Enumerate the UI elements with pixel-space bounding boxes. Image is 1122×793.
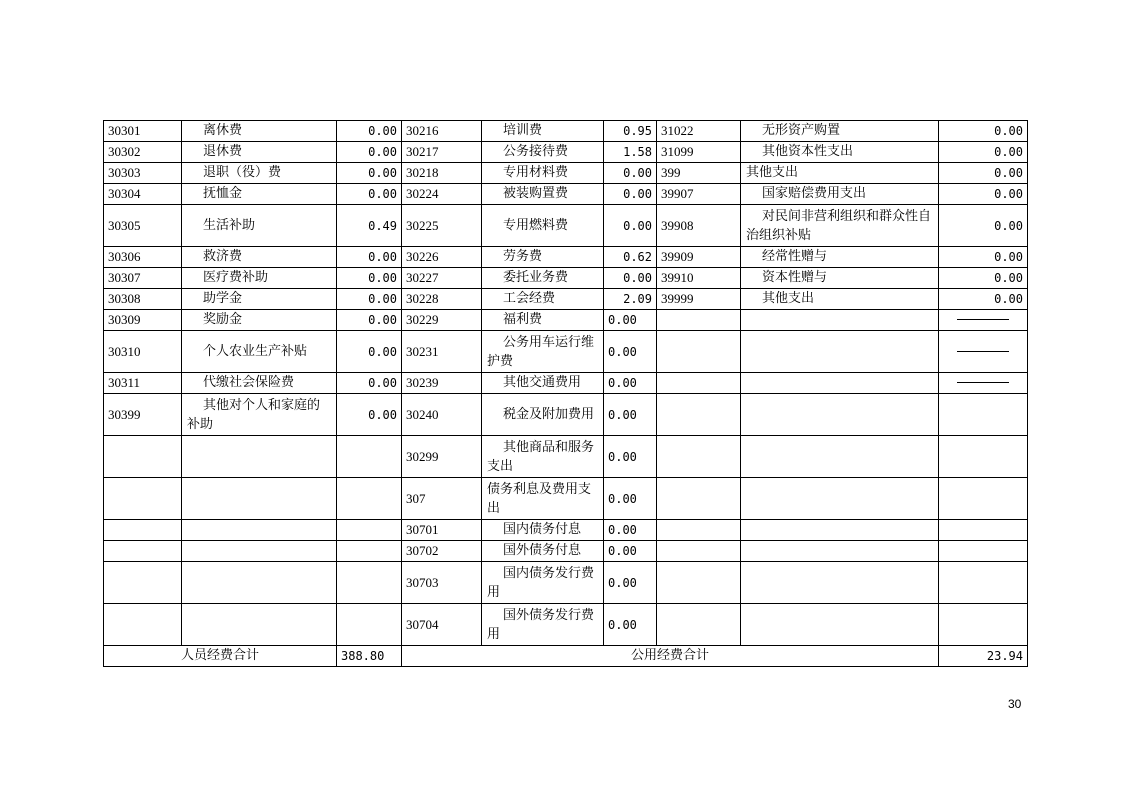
amount: 0.00 [604,520,657,541]
amount: 0.00 [604,562,657,604]
empty-cell [657,478,741,520]
amount: 0.00 [939,268,1028,289]
table-row [104,289,1028,310]
public-total-value: 23.94 [939,646,1028,667]
empty-cell [657,562,741,604]
empty-cell [741,478,939,520]
amount: 0.00 [337,331,402,373]
econ-code: 31022 [657,121,741,142]
econ-code: 30217 [402,142,482,163]
dash-placeholder [939,310,1028,331]
empty-cell [741,604,939,646]
amount: 0.00 [337,163,402,184]
empty-cell [182,541,337,562]
econ-code: 399 [657,163,741,184]
empty-cell [337,562,402,604]
item-name: 税金及附加费用 [482,394,604,436]
table-row [104,184,1028,205]
item-name: 其他支出 [741,163,939,184]
item-name: 奖励金 [182,310,337,331]
table-row [104,247,1028,268]
amount: 0.00 [604,394,657,436]
personnel-total-value: 388.80 [337,646,402,667]
econ-code: 30229 [402,310,482,331]
econ-code: 30302 [104,142,182,163]
econ-code: 30218 [402,163,482,184]
econ-code: 30306 [104,247,182,268]
table-row [104,394,1028,436]
item-name: 无形资产购置 [741,121,939,142]
empty-cell [657,331,741,373]
amount: 0.00 [939,205,1028,247]
table-row [104,142,1028,163]
item-name: 经常性赠与 [741,247,939,268]
amount: 0.00 [939,142,1028,163]
table-row [104,121,1028,142]
amount: 0.95 [604,121,657,142]
econ-code: 30227 [402,268,482,289]
amount: 0.00 [337,142,402,163]
econ-code: 30305 [104,205,182,247]
empty-cell [657,541,741,562]
empty-cell [741,562,939,604]
empty-cell [182,562,337,604]
empty-cell [741,331,939,373]
personnel-total-label: 人员经费合计 [104,646,337,667]
amount: 0.00 [337,310,402,331]
empty-cell [337,604,402,646]
econ-code: 30228 [402,289,482,310]
table-row [104,562,1028,604]
table-row [104,205,1028,247]
empty-cell [741,373,939,394]
item-name: 助学金 [182,289,337,310]
empty-cell [104,562,182,604]
amount: 0.00 [939,289,1028,310]
amount: 0.00 [939,184,1028,205]
econ-code: 30301 [104,121,182,142]
amount: 0.00 [337,394,402,436]
item-name: 资本性赠与 [741,268,939,289]
item-name: 国内债务发行费用 [482,562,604,604]
amount: 0.00 [337,289,402,310]
econ-code: 30239 [402,373,482,394]
item-name: 其他对个人和家庭的补助 [182,394,337,436]
empty-cell [337,541,402,562]
item-name: 抚恤金 [182,184,337,205]
econ-code: 30216 [402,121,482,142]
empty-cell [741,520,939,541]
econ-code: 30701 [402,520,482,541]
item-name: 专用燃料费 [482,205,604,247]
item-name: 个人农业生产补贴 [182,331,337,373]
econ-code: 39908 [657,205,741,247]
dash-placeholder [939,373,1028,394]
empty-cell [657,310,741,331]
amount: 0.00 [604,268,657,289]
item-name: 对民间非营利组织和群众性自治组织补贴 [741,205,939,247]
item-name: 公务用车运行维护费 [482,331,604,373]
amount: 0.00 [604,184,657,205]
amount: 2.09 [604,289,657,310]
empty-cell [104,541,182,562]
empty-cell [104,436,182,478]
item-name: 离休费 [182,121,337,142]
amount: 0.00 [604,310,657,331]
econ-code: 39999 [657,289,741,310]
econ-code: 39910 [657,268,741,289]
amount: 0.00 [604,478,657,520]
budget-expenditure-table [103,120,1028,667]
item-name: 其他资本性支出 [741,142,939,163]
table-row [104,520,1028,541]
econ-code: 30309 [104,310,182,331]
amount: 0.00 [337,121,402,142]
table-row [104,541,1028,562]
amount: 0.00 [604,604,657,646]
item-name: 医疗费补助 [182,268,337,289]
amount: 0.49 [337,205,402,247]
item-name: 劳务费 [482,247,604,268]
empty-cell [657,520,741,541]
amount: 0.00 [939,121,1028,142]
table-row [104,478,1028,520]
econ-code: 39909 [657,247,741,268]
empty-cell [939,520,1028,541]
econ-code: 30702 [402,541,482,562]
item-name: 代缴社会保险费 [182,373,337,394]
empty-cell [657,604,741,646]
item-name: 专用材料费 [482,163,604,184]
econ-code: 30399 [104,394,182,436]
empty-cell [939,541,1028,562]
amount: 0.00 [604,331,657,373]
econ-code: 30704 [402,604,482,646]
empty-cell [939,562,1028,604]
table-row [104,604,1028,646]
table-row [104,373,1028,394]
empty-cell [741,541,939,562]
empty-cell [104,520,182,541]
empty-cell [104,478,182,520]
item-name: 国家赔偿费用支出 [741,184,939,205]
empty-cell [104,604,182,646]
item-name: 国内债务付息 [482,520,604,541]
public-total-label: 公用经费合计 [402,646,939,667]
econ-code: 307 [402,478,482,520]
amount: 0.00 [939,247,1028,268]
amount: 0.00 [939,163,1028,184]
item-name: 福利费 [482,310,604,331]
econ-code: 30311 [104,373,182,394]
table-row [104,310,1028,331]
empty-cell [939,436,1028,478]
empty-cell [657,394,741,436]
item-name: 培训费 [482,121,604,142]
empty-cell [337,436,402,478]
item-name: 被装购置费 [482,184,604,205]
empty-cell [657,373,741,394]
empty-cell [939,604,1028,646]
amount: 0.00 [604,541,657,562]
empty-cell [337,478,402,520]
amount: 0.00 [604,436,657,478]
item-name: 公务接待费 [482,142,604,163]
item-name: 退休费 [182,142,337,163]
empty-cell [939,478,1028,520]
econ-code: 30310 [104,331,182,373]
item-name: 工会经费 [482,289,604,310]
amount: 0.00 [337,373,402,394]
table-row [104,436,1028,478]
amount: 0.00 [337,184,402,205]
table-row [104,331,1028,373]
econ-code: 30231 [402,331,482,373]
empty-cell [741,436,939,478]
amount: 0.00 [337,247,402,268]
empty-cell [337,520,402,541]
econ-code: 30225 [402,205,482,247]
amount: 0.62 [604,247,657,268]
econ-code: 30303 [104,163,182,184]
empty-cell [182,604,337,646]
totals-row [104,646,1028,667]
item-name: 国外债务付息 [482,541,604,562]
table-row [104,163,1028,184]
item-name: 债务利息及费用支出 [482,478,604,520]
econ-code: 30307 [104,268,182,289]
empty-cell [182,478,337,520]
amount: 0.00 [604,205,657,247]
econ-code: 30304 [104,184,182,205]
econ-code: 30240 [402,394,482,436]
empty-cell [741,310,939,331]
econ-code: 30224 [402,184,482,205]
empty-cell [741,394,939,436]
page-number: 30 [1008,697,1022,711]
dash-placeholder [939,331,1028,373]
item-name: 国外债务发行费用 [482,604,604,646]
empty-cell [657,436,741,478]
econ-code: 30308 [104,289,182,310]
item-name: 其他交通费用 [482,373,604,394]
amount: 0.00 [604,163,657,184]
econ-code: 30299 [402,436,482,478]
item-name: 其他商品和服务支出 [482,436,604,478]
item-name: 委托业务费 [482,268,604,289]
item-name: 其他支出 [741,289,939,310]
econ-code: 30703 [402,562,482,604]
empty-cell [182,520,337,541]
amount: 1.58 [604,142,657,163]
econ-code: 31099 [657,142,741,163]
amount: 0.00 [604,373,657,394]
amount: 0.00 [337,268,402,289]
empty-cell [939,394,1028,436]
econ-code: 30226 [402,247,482,268]
empty-cell [182,436,337,478]
item-name: 生活补助 [182,205,337,247]
item-name: 退职（役）费 [182,163,337,184]
item-name: 救济费 [182,247,337,268]
table-row [104,268,1028,289]
econ-code: 39907 [657,184,741,205]
